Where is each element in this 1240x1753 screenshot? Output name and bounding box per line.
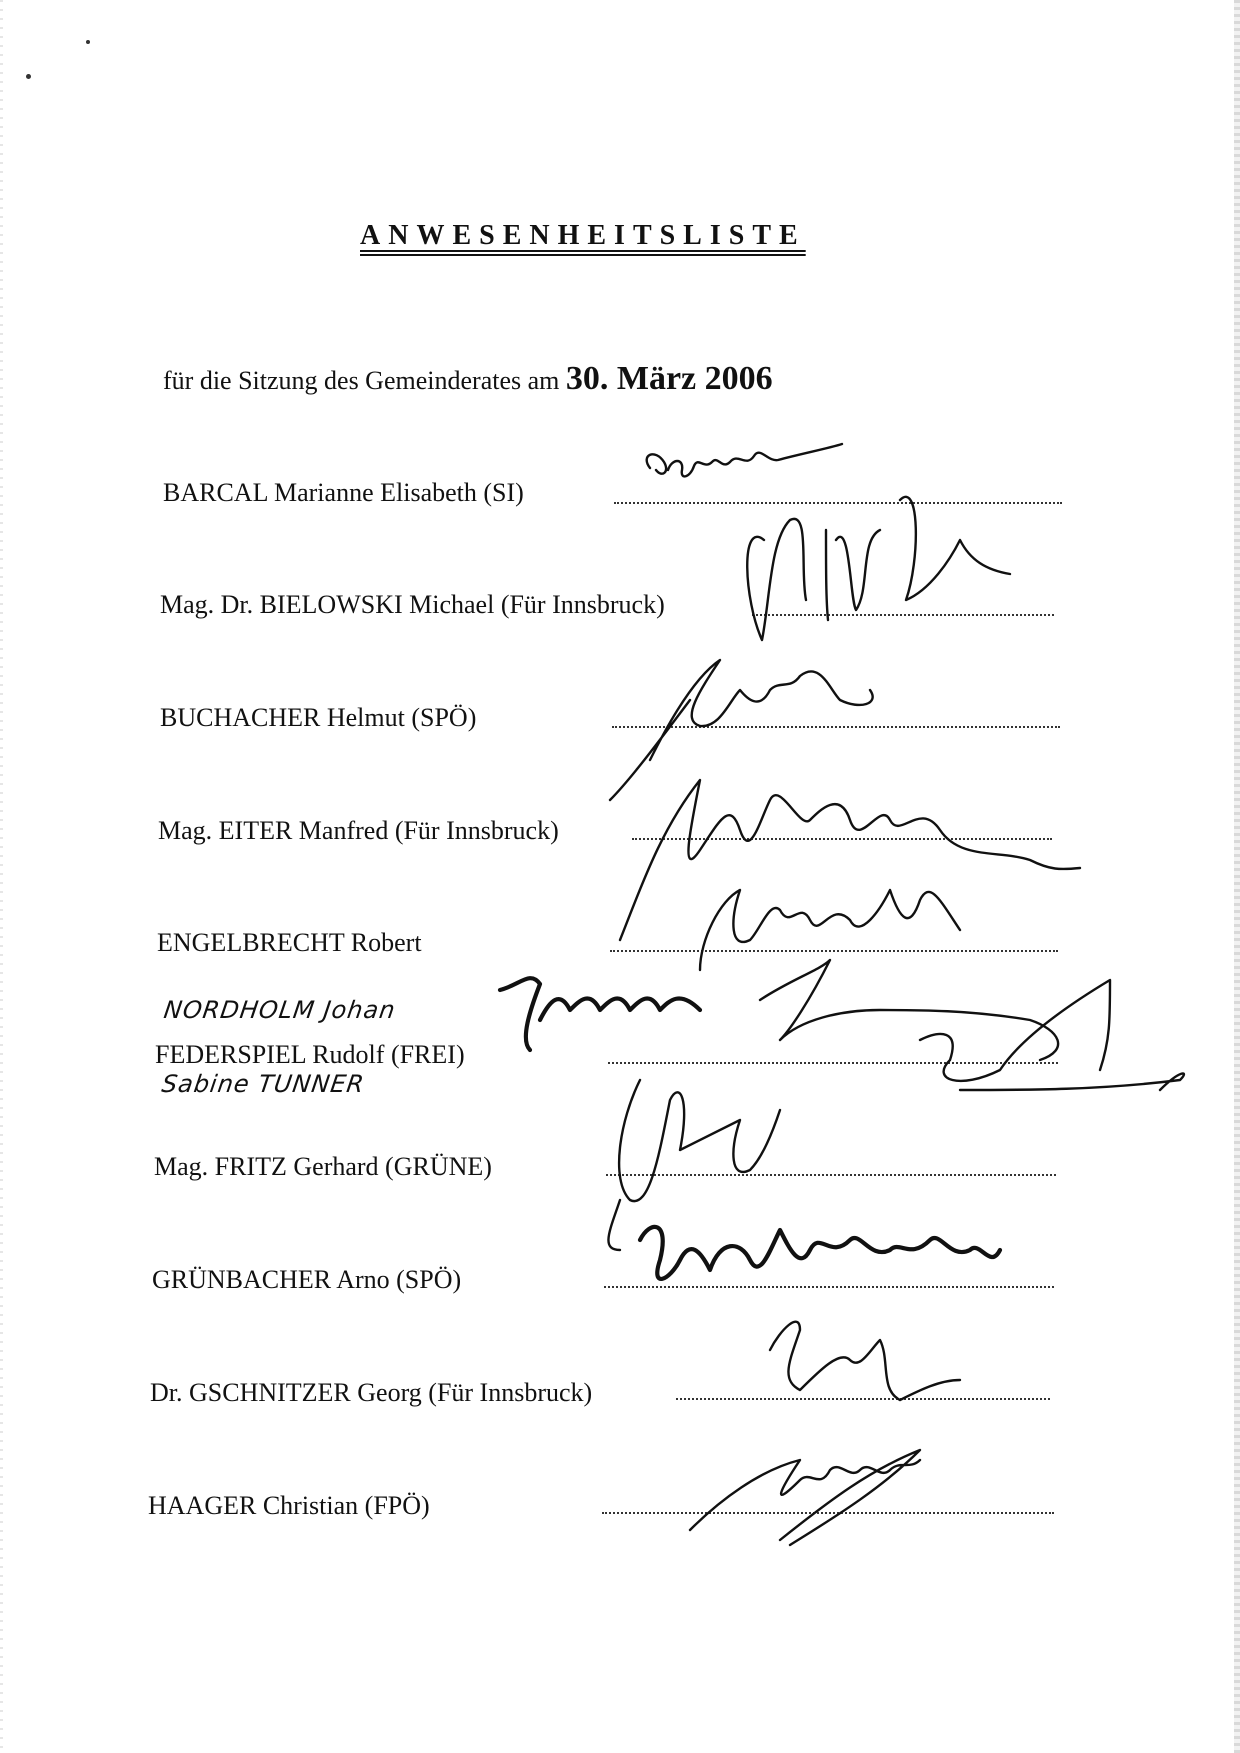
- attendee-name: BUCHACHER Helmut (SPÖ): [160, 703, 477, 732]
- signature-buchacher: [610, 660, 873, 800]
- attendee-name: Dr. GSCHNITZER Georg (Für Innsbruck): [150, 1378, 593, 1407]
- attendee-name: ENGELBRECHT Robert: [157, 928, 422, 957]
- signature-bielowski: [747, 497, 1010, 640]
- attendee-name: GRÜNBACHER Arno (SPÖ): [152, 1265, 462, 1294]
- attendee-name: Mag. EITER Manfred (Für Innsbruck): [158, 816, 559, 845]
- page-title: ANWESENHEITSLISTE: [360, 220, 806, 251]
- attendee-name: FEDERSPIEL Rudolf (FREI): [155, 1040, 465, 1069]
- subtitle-prefix: für die Sitzung des Gemeinderates am: [163, 366, 560, 395]
- handwritten-note: NORDHOLM Johan: [162, 996, 398, 1024]
- signature-fritz: [608, 1080, 780, 1250]
- signature-eiter: [620, 780, 1080, 940]
- signature-haager: [690, 1450, 920, 1545]
- attendee-name: Mag. Dr. BIELOWSKI Michael (Für Innsbruck): [160, 590, 665, 619]
- attendee-name: BARCAL Marianne Elisabeth (SI): [163, 478, 524, 507]
- handwritten-note: Sabine TUNNER: [160, 1070, 367, 1098]
- attendee-name: HAAGER Christian (FPÖ): [148, 1491, 430, 1520]
- signature-nordholm: [500, 978, 700, 1050]
- signature-gruenbacher: [640, 1227, 1000, 1279]
- signature-engelbrecht: [700, 890, 960, 970]
- signature-barcal: [647, 444, 842, 476]
- meeting-date: 30. März 2006: [565, 360, 773, 397]
- attendee-name: Mag. FRITZ Gerhard (GRÜNE): [154, 1152, 492, 1181]
- signature-federspiel: [760, 960, 1184, 1090]
- signature-gschnitzer: [770, 1322, 960, 1400]
